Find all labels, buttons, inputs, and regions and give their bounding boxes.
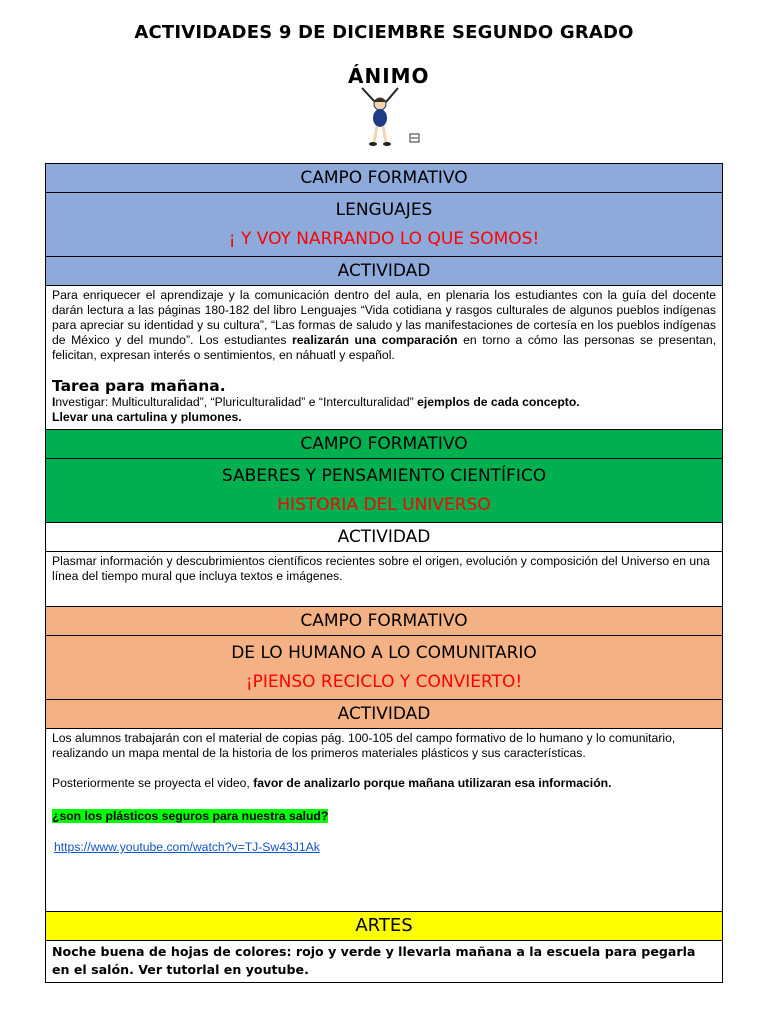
campo-name: DE LO HUMANO A LO COMUNITARIO	[231, 643, 537, 663]
homework-title: Tarea para mañana.	[52, 377, 226, 395]
activity-paragraph: Los alumnos trabajarán con el material de copias pág. 100-105 del campo formativo de lo humano y lo comunitario, realizando un mapa mental de la historia de los primeros materiales plásticos y sus características.	[52, 731, 676, 760]
activity-paragraph: Plasmar información y descubrimientos científicos recientes sobre el origen, evolución y composición del Universo en una línea del tiempo mural que incluya textos e imágenes.	[52, 554, 710, 583]
campo-formativo-header-3: CAMPO FORMATIVO	[46, 607, 722, 636]
campo-humano	[46, 636, 722, 700]
campo-lenguajes	[46, 193, 722, 257]
actividad-header-3: ACTIVIDAD	[46, 700, 722, 729]
activity-humano	[46, 729, 722, 912]
page-title: ACTIVIDADES 9 DE DICIEMBRE SEGUNDO GRADO	[134, 22, 634, 43]
logo-word: ÁNIMO	[348, 64, 430, 88]
homework-materials: Llevar una cartulina y plumones.	[52, 410, 242, 424]
actividad-header-1: ACTIVIDAD	[46, 257, 722, 286]
artes-header: ARTES	[46, 912, 722, 941]
activity-lenguajes	[46, 286, 722, 430]
child-holding-sign-icon	[340, 62, 430, 150]
activities-table	[45, 163, 723, 983]
project-title: ¡PIENSO RECICLO Y CONVIERTO!	[245, 672, 523, 692]
project-title: ¡ Y VOY NARRANDO LO QUE SOMOS!	[228, 229, 540, 249]
question-text: ¿son los plásticos seguros para nuestra salud?	[52, 809, 329, 823]
campo-name: SABERES Y PENSAMIENTO CIENTÍFICO	[221, 466, 547, 486]
campo-name: LENGUAJES	[335, 200, 433, 220]
activity-saberes	[46, 552, 722, 607]
project-title: HISTORIA DEL UNIVERSO	[277, 495, 491, 515]
artes-activity: Noche buena de hojas de colores: rojo y verde y llevarla mañana a la escuela para pegarla en el salón. Ver tutorlal en youtube.	[52, 944, 696, 977]
campo-formativo-header-1: CAMPO FORMATIVO	[46, 164, 722, 193]
campo-saberes	[46, 459, 722, 523]
activity-paragraph: Para enriquecer el aprendizaje y la comunicación dentro del aula, en plenaria los estudiantes con la guía del docente darán lectura a las páginas 180-182 del libro Lenguajes “Vida cotidiana y rasgos culturales de algunos pueblos indígenas para apreciar su identidad y su cultura”, “Las formas de saludo y las manifestaciones de cortesía en los pueblos indígenas de México y del mundo”. Los estudiantes realizarán una comparación en torno a cómo las personas se presentan, felicitan, expresan interés o sentimientos, en náhuatl y español.	[52, 288, 716, 362]
video-link[interactable]: https://www.youtube.com/watch?v=TJ-Sw43J1Ak	[54, 840, 320, 854]
actividad-header-2: ACTIVIDAD	[46, 523, 722, 552]
video-instruction: Posteriormente se proyecta el video, favor de analizarlo porque mañana utilizaran esa información.	[52, 776, 612, 790]
homework-text: Investigar: Multiculturalidad”, “Pluriculturalidad” e “Interculturalidad” ejemplos de cada concepto.	[52, 395, 580, 409]
campo-formativo-header-2: CAMPO FORMATIVO	[46, 430, 722, 459]
animo-logo	[340, 62, 430, 150]
